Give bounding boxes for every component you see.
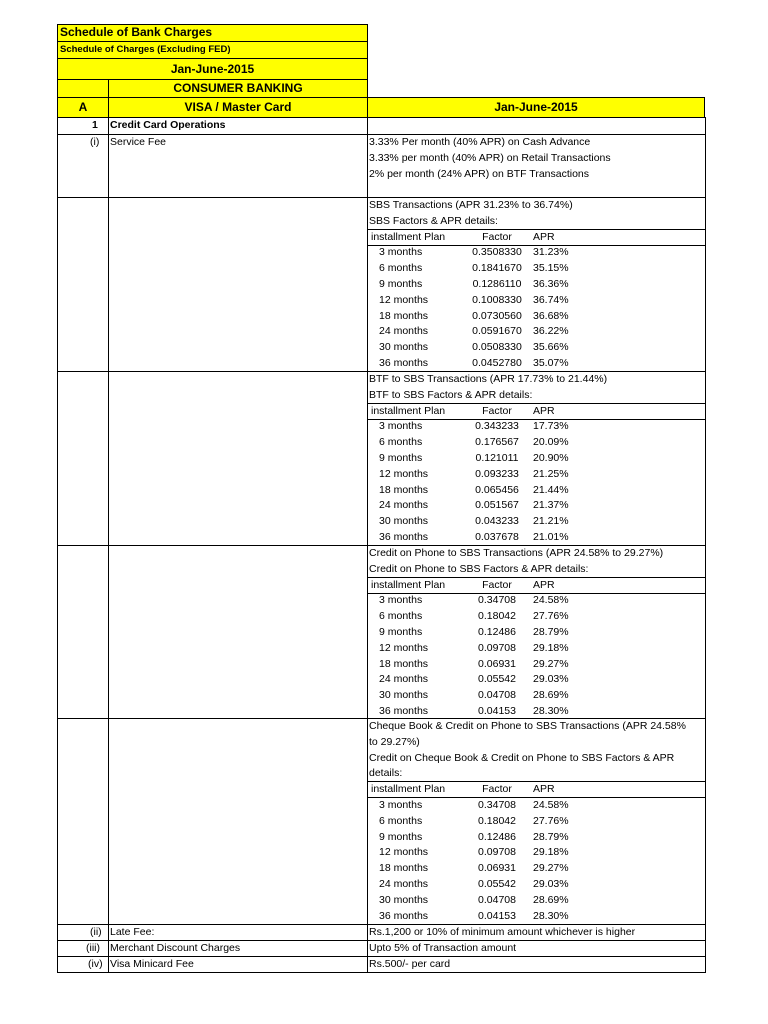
plan-factor: 0.09708	[478, 846, 516, 859]
plan-row	[369, 625, 663, 641]
plan-apr: 36.36%	[533, 277, 569, 290]
late-fee-index: (ii)	[90, 926, 102, 938]
plan-apr: 27.76%	[533, 610, 569, 623]
plan-factor: 0.04153	[478, 909, 516, 922]
plan-factor: 0.06931	[478, 657, 516, 670]
plan-factor: 0.06931	[478, 862, 516, 875]
merchant-discount-value: Upto 5% of Transaction amount	[369, 942, 517, 954]
plan-apr: 20.90%	[533, 451, 569, 464]
plan-apr: 29.27%	[533, 862, 569, 875]
plan-title-line: Credit on Phone to SBS Transactions (APR 24.58% to 29.27%)	[369, 547, 664, 559]
plan-title-line: Credit on Phone to SBS Factors & APR details:	[369, 562, 589, 575]
plan-term: 6 months	[379, 262, 423, 275]
plan-factor: 0.093233	[475, 467, 519, 480]
plan-apr: 28.79%	[533, 625, 569, 638]
title-cell: Schedule of Bank Charges	[57, 24, 368, 42]
plan-apr: 36.68%	[533, 309, 569, 322]
plan-row	[369, 893, 686, 909]
plan-apr: 29.18%	[533, 846, 569, 859]
plan-factor: 0.04708	[478, 893, 516, 906]
section-label: Credit Card Operations	[110, 119, 226, 131]
plan-factor: 0.065456	[475, 483, 519, 496]
plan-term: 12 months	[379, 467, 429, 480]
plan-row	[369, 309, 597, 325]
plan-row	[369, 356, 597, 372]
plan-header-cell: APR	[533, 783, 555, 796]
plan-term: 9 months	[379, 277, 423, 290]
plan-factor: 0.12486	[478, 625, 516, 638]
plan-factor: 0.34708	[478, 798, 516, 811]
service-fee-line: 3.33% per month (40% APR) on Retail Transactions	[369, 152, 611, 164]
plan-row	[369, 609, 663, 625]
plan-block	[369, 719, 686, 924]
plan-apr: 21.44%	[533, 483, 569, 496]
plan-header-cell: Factor	[482, 230, 512, 243]
plan-factor: 0.09708	[478, 641, 516, 654]
plan-row	[369, 909, 686, 925]
plan-row	[369, 830, 686, 846]
plan-term: 30 months	[379, 689, 429, 702]
plan-header-row	[369, 404, 607, 420]
plan-factor: 0.18042	[478, 814, 516, 827]
plan-term: 36 months	[379, 909, 429, 922]
plan-term: 24 months	[379, 325, 429, 338]
plan-factor: 0.3508330	[472, 246, 522, 259]
period-cell: Jan-June-2015	[57, 58, 368, 80]
plan-factor: 0.1841670	[472, 262, 522, 275]
plan-factor: 0.051567	[475, 499, 519, 512]
plan-term: 36 months	[379, 356, 429, 369]
plan-apr: 28.69%	[533, 893, 569, 906]
plan-row	[369, 877, 686, 893]
plan-apr: 35.15%	[533, 262, 569, 275]
plan-term: 9 months	[379, 830, 423, 843]
plan-header-row	[369, 782, 686, 798]
plan-header-cell: Factor	[482, 404, 512, 417]
plan-row	[369, 245, 597, 261]
plan-term: 18 months	[379, 483, 429, 496]
plan-term: 9 months	[379, 625, 423, 638]
plan-row	[369, 435, 607, 451]
plan-term: 18 months	[379, 309, 429, 322]
plan-apr: 35.07%	[533, 356, 569, 369]
plan-row	[369, 261, 597, 277]
plan-factor: 0.1008330	[472, 293, 522, 306]
plan-title-line: BTF to SBS Transactions (APR 17.73% to 21.44%)	[369, 373, 608, 385]
plan-apr: 29.03%	[533, 877, 569, 890]
plan-term: 3 months	[379, 594, 423, 607]
plan-apr: 29.27%	[533, 657, 569, 670]
minicard-fee-index: (iv)	[88, 958, 103, 970]
plan-row	[369, 798, 686, 814]
plan-term: 6 months	[379, 436, 423, 449]
col-a-header: A	[57, 97, 109, 118]
minicard-fee-label: Visa Minicard Fee	[110, 958, 194, 970]
plan-term: 6 months	[379, 610, 423, 623]
plan-factor: 0.0591670	[472, 325, 522, 338]
plan-factor: 0.0730560	[472, 309, 522, 322]
plan-row	[369, 324, 597, 340]
plan-title-line: Credit on Cheque Book & Credit on Phone to SBS Factors & APR	[369, 751, 675, 764]
plan-row	[369, 340, 597, 356]
plan-title-line: details:	[369, 767, 403, 780]
plan-term: 24 months	[379, 673, 429, 686]
plan-title-line: BTF to SBS Factors & APR details:	[369, 388, 533, 401]
col-b-header: VISA / Master Card	[108, 97, 368, 118]
plan-row	[369, 451, 607, 467]
service-fee-label: Service Fee	[110, 136, 167, 148]
plan-term: 30 months	[379, 515, 429, 528]
plan-apr: 28.79%	[533, 830, 569, 843]
section-cell: CONSUMER BANKING	[108, 79, 368, 98]
plan-factor: 0.34708	[478, 594, 516, 607]
service-fee-line: 3.33% Per month (40% APR) on Cash Advance	[369, 136, 591, 148]
plan-apr: 21.37%	[533, 499, 569, 512]
plan-apr: 21.25%	[533, 467, 569, 480]
plan-term: 18 months	[379, 657, 429, 670]
plan-apr: 28.30%	[533, 704, 569, 717]
plan-term: 30 months	[379, 341, 429, 354]
plan-factor: 0.176567	[475, 436, 519, 449]
plan-term: 36 months	[379, 704, 429, 717]
plan-row	[369, 498, 607, 514]
plan-term: 3 months	[379, 246, 423, 259]
plan-header-row	[369, 230, 597, 246]
plan-row	[369, 467, 607, 483]
plan-factor: 0.1286110	[472, 277, 522, 290]
plan-apr: 20.09%	[533, 436, 569, 449]
plan-factor: 0.037678	[475, 530, 519, 543]
plan-row	[369, 293, 597, 309]
plan-row	[369, 483, 607, 499]
plan-title-line: to 29.27%)	[369, 735, 420, 748]
plan-factor: 0.12486	[478, 830, 516, 843]
plan-header-cell: Factor	[482, 578, 512, 591]
plan-block	[369, 372, 607, 546]
plan-term: 6 months	[379, 814, 423, 827]
plan-term: 3 months	[379, 420, 423, 433]
plan-apr: 29.03%	[533, 673, 569, 686]
plan-block	[369, 198, 597, 372]
plan-term: 12 months	[379, 846, 429, 859]
plan-factor: 0.043233	[475, 515, 519, 528]
plan-row	[369, 277, 597, 293]
plan-row	[369, 419, 607, 435]
col-c-header: Jan-June-2015	[367, 97, 705, 118]
late-fee-value: Rs.1,200 or 10% of minimum amount whichever is higher	[369, 926, 636, 938]
plan-row	[369, 514, 607, 530]
plan-term: 24 months	[379, 499, 429, 512]
plan-row	[369, 641, 663, 657]
plan-apr: 35.66%	[533, 341, 569, 354]
plan-row	[369, 814, 686, 830]
plan-term: 36 months	[379, 530, 429, 543]
plan-apr: 28.69%	[533, 689, 569, 702]
plan-row	[369, 845, 686, 861]
plan-header-row	[369, 578, 663, 594]
plan-term: 24 months	[379, 877, 429, 890]
plan-term: 30 months	[379, 893, 429, 906]
plan-header-cell: APR	[533, 404, 555, 417]
plan-header-cell: APR	[533, 578, 555, 591]
plan-term: 18 months	[379, 862, 429, 875]
plan-apr: 21.01%	[533, 530, 569, 543]
merchant-discount-index: (iii)	[86, 942, 100, 954]
plan-factor: 0.04153	[478, 704, 516, 717]
plan-header-cell: installment Plan	[371, 404, 446, 417]
plan-apr: 28.30%	[533, 909, 569, 922]
plan-apr: 21.21%	[533, 515, 569, 528]
plan-factor: 0.05542	[478, 877, 516, 890]
plan-apr: 24.58%	[533, 594, 569, 607]
plan-title-line: Cheque Book & Credit on Phone to SBS Transactions (APR 24.58%	[369, 720, 686, 732]
plan-apr: 17.73%	[533, 420, 569, 433]
plan-factor: 0.0452780	[472, 356, 522, 369]
plan-apr: 27.76%	[533, 814, 569, 827]
plan-row	[369, 688, 663, 704]
plan-apr: 24.58%	[533, 798, 569, 811]
plan-header-cell: Factor	[482, 783, 512, 796]
plan-factor: 0.04708	[478, 689, 516, 702]
plan-factor: 0.121011	[475, 451, 519, 464]
plan-block	[369, 546, 663, 720]
plan-term: 12 months	[379, 641, 429, 654]
plan-row	[369, 593, 663, 609]
plan-header-cell: installment Plan	[371, 230, 446, 243]
plan-row	[369, 704, 663, 720]
plan-title-line: SBS Transactions (APR 31.23% to 36.74%)	[369, 199, 573, 211]
plan-factor: 0.343233	[475, 420, 519, 433]
service-fee-index: (i)	[90, 136, 100, 148]
plan-term: 3 months	[379, 798, 423, 811]
plan-header-cell: APR	[533, 230, 555, 243]
plan-factor: 0.05542	[478, 673, 516, 686]
plan-row	[369, 672, 663, 688]
plan-apr: 36.74%	[533, 293, 569, 306]
section-number: 1	[92, 119, 98, 131]
service-fee-line: 2% per month (24% APR) on BTF Transactions	[369, 168, 590, 180]
plan-row	[369, 657, 663, 673]
minicard-fee-value: Rs.500/- per card	[369, 958, 451, 970]
blank-cell	[57, 79, 109, 98]
plan-header-cell: installment Plan	[371, 783, 446, 796]
plan-factor: 0.18042	[478, 610, 516, 623]
late-fee-label: Late Fee:	[110, 926, 155, 938]
plan-apr: 29.18%	[533, 641, 569, 654]
subtitle-cell: Schedule of Charges (Excluding FED)	[57, 41, 368, 59]
plan-title-line: SBS Factors & APR details:	[369, 214, 498, 227]
plan-factor: 0.0508330	[472, 341, 522, 354]
plan-apr: 36.22%	[533, 325, 569, 338]
plan-header-cell: installment Plan	[371, 578, 446, 591]
merchant-discount-label: Merchant Discount Charges	[110, 942, 241, 954]
plan-term: 12 months	[379, 293, 429, 306]
plan-row	[369, 861, 686, 877]
plan-row	[369, 530, 607, 546]
plan-term: 9 months	[379, 451, 423, 464]
plan-apr: 31.23%	[533, 246, 569, 259]
